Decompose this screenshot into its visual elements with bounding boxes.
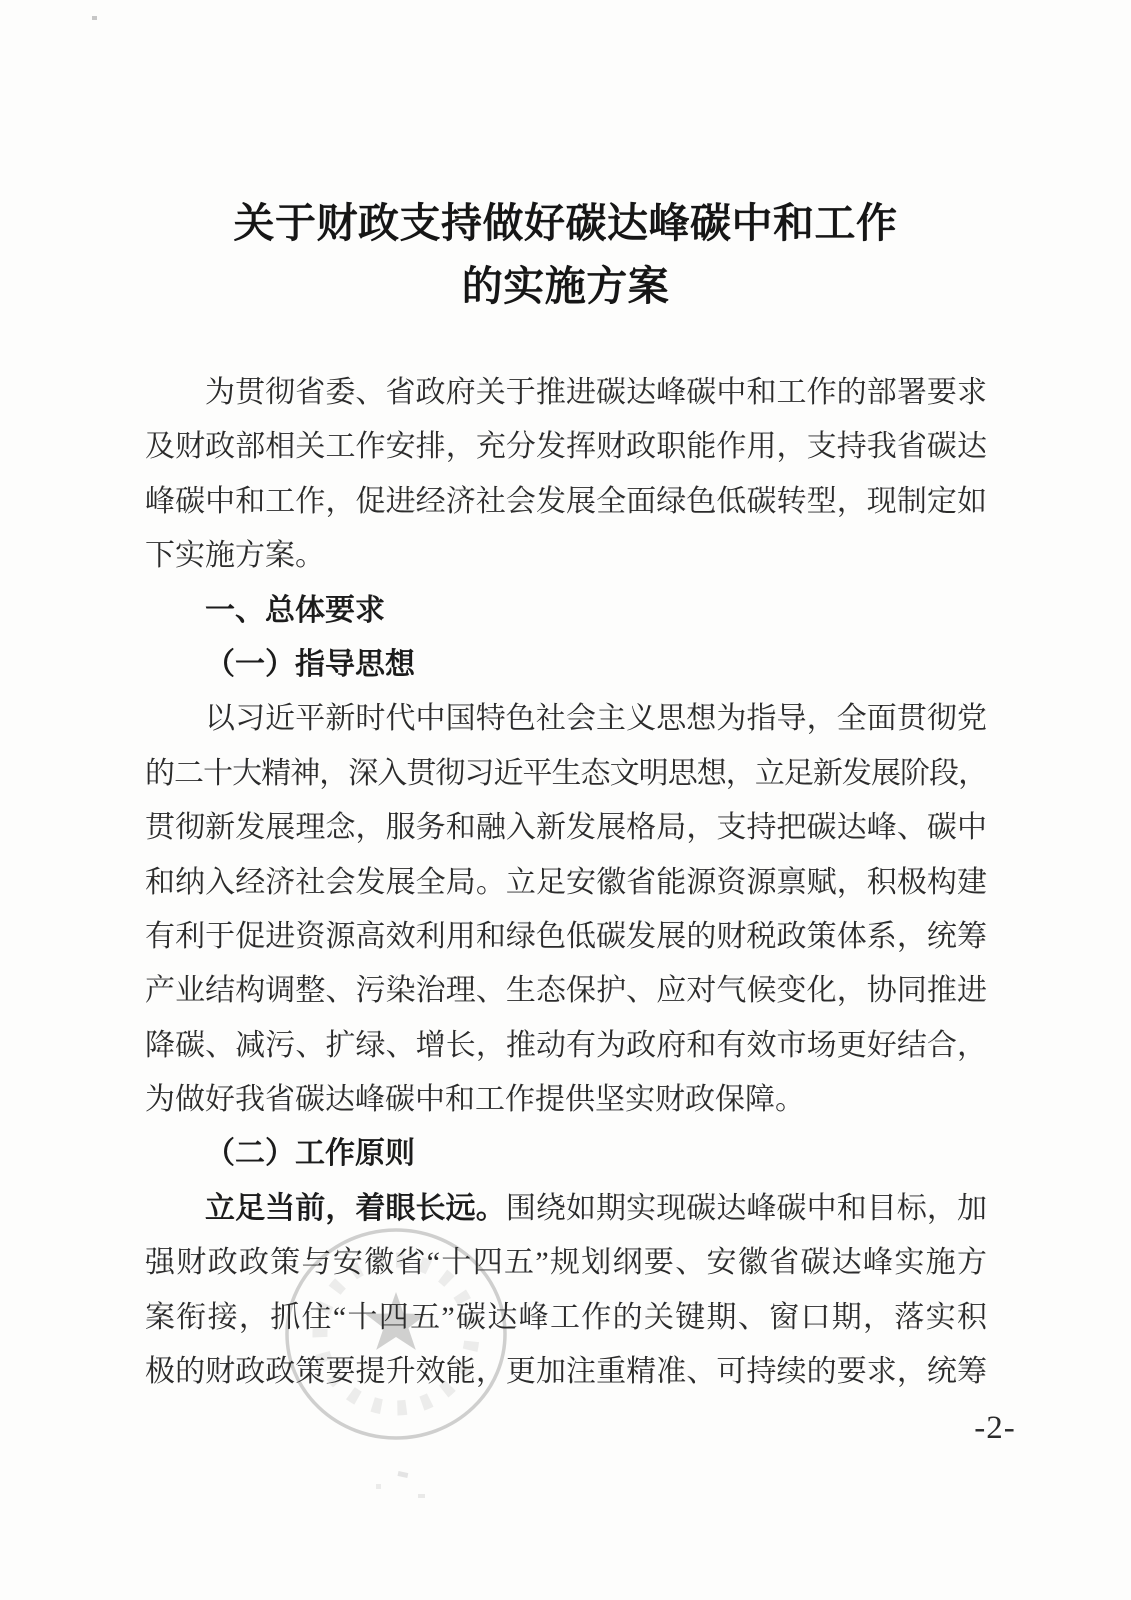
title-line-1: 关于财政支持做好碳达峰碳中和工作	[233, 200, 898, 246]
paragraph-line: 极的财政政策要提升效能，更加注重精准、可持续的要求，统筹	[145, 1355, 987, 1389]
bold-lead-text: 立足当前，着眼长远。	[205, 1191, 506, 1225]
paragraph-line: 以习近平新时代中国特色社会主义思想为指导，全面贯彻党	[205, 702, 987, 736]
document-title	[0, 192, 1131, 318]
paragraph-line: 的二十大精神，深入贯彻习近平生态文明思想，立足新发展阶段，	[145, 756, 987, 790]
paragraph-line: 及财政部相关工作安排，充分发挥财政职能作用，支持我省碳达	[145, 430, 987, 464]
paragraph-line: 强财政政策与安徽省“十四五”规划纲要、安徽省碳达峰实施方	[145, 1246, 987, 1280]
paragraph-line: 有利于促进资源高效利用和绿色低碳发展的财税政策体系，统筹	[145, 919, 987, 953]
page-number: -2-	[974, 1410, 1016, 1446]
paragraph-line: 案衔接，抓住“十四五”碳达峰工作的关键期、窗口期，落实积	[145, 1300, 987, 1334]
paragraph-text: 围绕如期实现碳达峰碳中和目标，加	[505, 1191, 988, 1225]
paragraph-line: 为做好我省碳达峰碳中和工作提供坚实财政保障。	[145, 1083, 805, 1117]
section-heading-overall-requirements: 一、总体要求	[205, 593, 385, 627]
paragraph-line	[145, 1182, 987, 1236]
document-body	[145, 366, 987, 1399]
title-line-2: 的实施方案	[461, 263, 670, 309]
subsection-heading-work-principles: （二）工作原则	[205, 1137, 415, 1171]
paragraph-line: 降碳、减污、扩绿、增长，推动有为政府和有效市场更好结合，	[145, 1028, 987, 1062]
paragraph-line: 下实施方案。	[145, 539, 325, 573]
subsection-heading-guiding-ideology: （一）指导思想	[205, 647, 415, 681]
paragraph-line: 为贯彻省委、省政府关于推进碳达峰碳中和工作的部署要求	[205, 376, 987, 409]
scan-speck	[92, 16, 97, 20]
paragraph-line: 和纳入经济社会发展全局。立足安徽省能源资源禀赋，积极构建	[145, 865, 987, 899]
paragraph-line: 峰碳中和工作，促进经济社会发展全面绿色低碳转型，现制定如	[145, 484, 987, 518]
paragraph-line: 产业结构调整、污染治理、生态保护、应对气候变化，协同推进	[145, 974, 987, 1008]
paragraph-line: 贯彻新发展理念，服务和融入新发展格局，支持把碳达峰、碳中	[145, 811, 987, 845]
